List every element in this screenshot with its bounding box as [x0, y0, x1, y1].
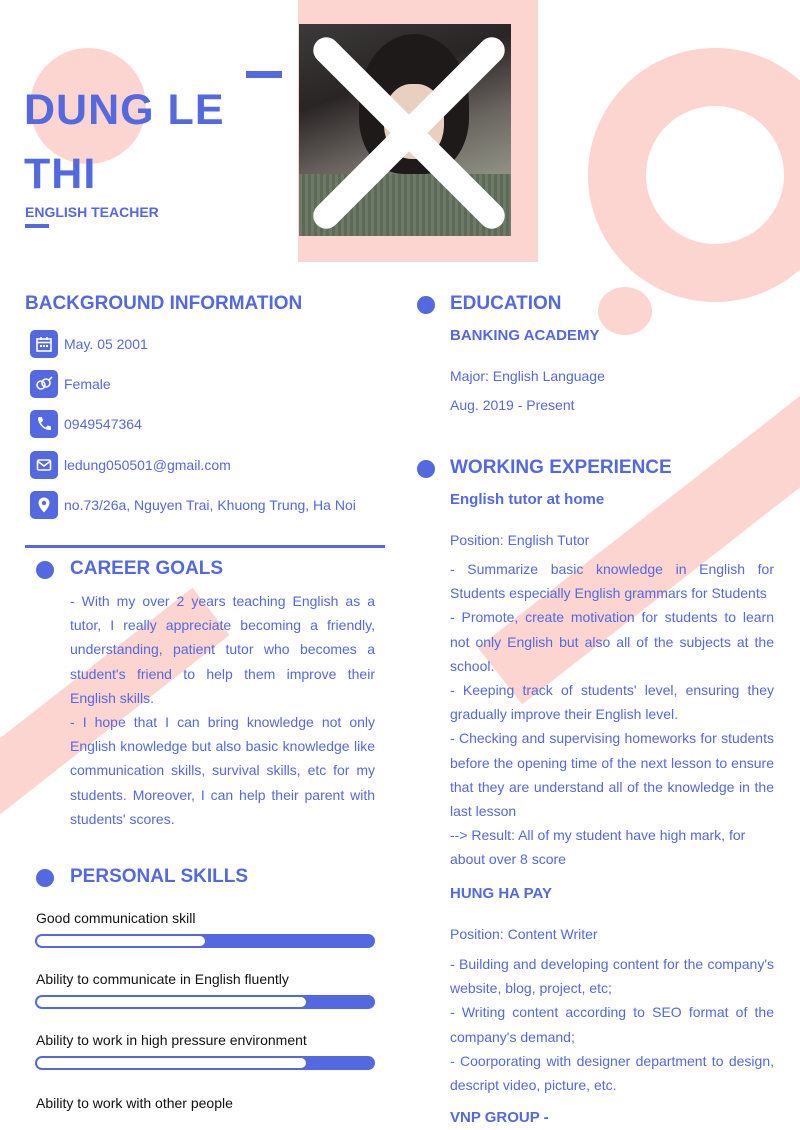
job-duty-line: - Checking and supervising homeworks for students before the opening time of the next lesson to ensure that they are understand all of the knowledge in the last lesson: [450, 730, 774, 820]
info-birthday: May. 05 2001: [64, 336, 148, 352]
job-duty-line: - Summarize basic knowledge in English for Students especially English grammars for Students: [450, 561, 774, 602]
job-title: ENGLISH TEACHER: [25, 204, 159, 220]
location-icon: [30, 491, 58, 519]
skill-label: Ability to communicate in English fluently: [36, 971, 289, 987]
info-row-birthday: [30, 330, 148, 358]
skill-bar: [35, 995, 375, 1009]
info-row-email: [30, 451, 231, 479]
job-duty-line: - Building and developing content for the company's website, blog, project, etc;: [450, 956, 774, 997]
education-major: Major: English Language: [450, 368, 605, 384]
background-title: BACKGROUND INFORMATION: [25, 293, 303, 314]
calendar-icon: [30, 330, 58, 358]
education-bullet: [417, 296, 435, 314]
info-row-phone: [30, 410, 142, 438]
job-duty-line: - Coorporating with designer department to design, descript video, picture, etc.: [450, 1052, 774, 1094]
career-bullet: [36, 561, 54, 579]
info-row-address: [30, 491, 356, 519]
name-line-1: DUNG LE: [24, 86, 225, 134]
job-position: Position: Content Writer: [450, 926, 598, 942]
job-position: Position: English Tutor: [450, 532, 590, 548]
section-divider: [25, 545, 385, 548]
career-paragraph-1: - With my over 2 years teaching English as a tutor, I really appreciate becoming a friendly, understanding, patient tutor who becomes a student's friend to help them improve their English skills.: [70, 593, 375, 706]
job-duty-line: --> Result: All of my student have high mark, for about over 8 score: [450, 827, 746, 868]
job-duty-line: - Writing content according to SEO format of the company's demand;: [450, 1004, 774, 1045]
skill-label: Ability to work in high pressure environment: [36, 1032, 307, 1048]
career-title: CAREER GOALS: [70, 558, 224, 579]
blob-decor: [598, 287, 652, 335]
job-duties: [450, 952, 774, 1097]
job-duty-line: - Promote, create motivation for students to learn not only English but also all of the subjects at the school.: [450, 609, 774, 674]
education-period: Aug. 2019 - Present: [450, 397, 575, 413]
job-duties: [450, 557, 774, 872]
profile-photo: [299, 24, 511, 236]
skill-label: Good communication skill: [36, 910, 196, 926]
info-email: ledung050501@gmail.com: [64, 457, 231, 473]
ring-decor: [588, 48, 800, 302]
job-duty-line: - Keeping track of students' level, ensuring they gradually improve their English level.: [450, 682, 774, 723]
info-address: no.73/26a, Nguyen Trai, Khuong Trung, Ha Noi: [64, 497, 356, 513]
header-dash: [246, 71, 282, 78]
candidate-name: [24, 78, 225, 206]
gender-icon: [30, 370, 58, 398]
job-name: English tutor at home: [450, 491, 605, 508]
info-row-gender: [30, 370, 111, 398]
job-name: VNP GROUP -: [450, 1109, 549, 1126]
school-name: BANKING ACADEMY: [450, 327, 600, 344]
name-line-2: THI: [24, 150, 97, 198]
job-name: HUNG HA PAY: [450, 885, 552, 902]
phone-icon: [30, 410, 58, 438]
skills-title: PERSONAL SKILLS: [70, 866, 249, 887]
skill-bar: [35, 934, 375, 948]
skill-label: Ability to work with other people: [36, 1095, 233, 1111]
skills-bullet: [36, 869, 54, 887]
role-dash: [25, 224, 49, 228]
experience-bullet: [417, 460, 435, 478]
experience-title: WORKING EXPERIENCE: [450, 457, 672, 478]
education-title: EDUCATION: [450, 293, 562, 314]
mail-icon: [30, 451, 58, 479]
career-paragraph-2: - I hope that I can bring knowledge not only English knowledge but also basic knowledge like communication skills, survival skills, etc for my students. Moreover, I can help their parent with students' scores.: [70, 714, 375, 827]
info-phone: 0949547364: [64, 416, 142, 432]
skill-bar: [35, 1056, 375, 1070]
info-gender: Female: [64, 376, 111, 392]
